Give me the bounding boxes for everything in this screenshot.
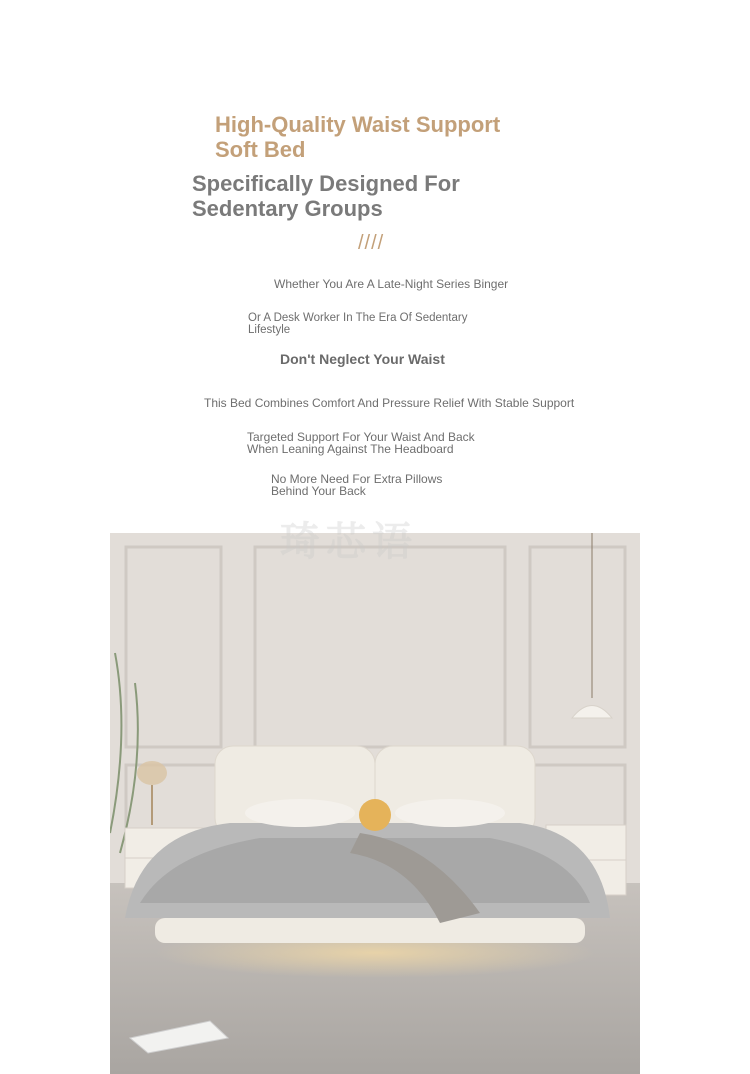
headline-gold-line1: High-Quality Waist Support	[215, 112, 501, 137]
divider-slashes: ////	[358, 232, 385, 254]
copy-line-6: No More Need For Extra Pillows Behind Your Back	[271, 472, 443, 498]
copy-line-4: This Bed Combines Comfort And Pressure Relief With Stable Support	[204, 396, 575, 410]
copy-line-5: Targeted Support For Your Waist And Back When Leaning Against The Headboard	[247, 430, 475, 456]
headline-gold	[215, 112, 575, 162]
headline-gray-line2: Sedentary Groups	[192, 196, 383, 221]
copy-line-1: Whether You Are A Late-Night Series Binger	[274, 277, 509, 291]
headline-gray	[192, 171, 572, 221]
headline-gray-line1: Specifically Designed For	[192, 171, 460, 196]
headline-gold-line2: Soft Bed	[215, 137, 306, 162]
bedroom-illustration	[110, 533, 640, 1074]
copy-line-3: Don't Neglect Your Waist	[280, 351, 445, 367]
watermark-text: 琦芯语	[280, 519, 418, 565]
bedroom-photo	[110, 533, 640, 1074]
copy-line-2: Or A Desk Worker In The Era Of Sedentary Lifestyle	[248, 312, 468, 336]
